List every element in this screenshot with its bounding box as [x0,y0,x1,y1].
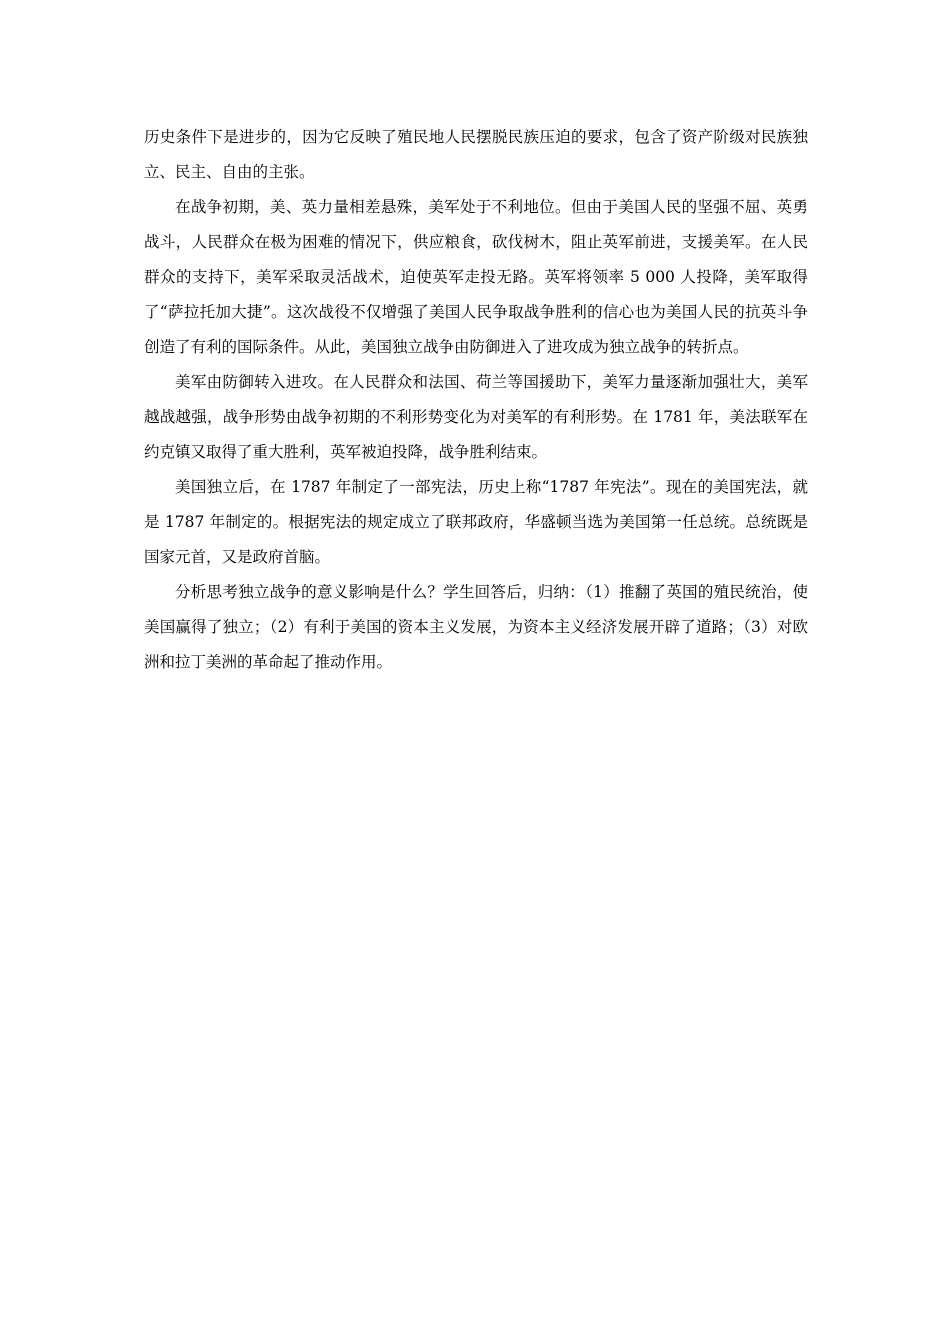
paragraph-5: 分析思考独立战争的意义影响是什么？学生回答后，归纳：（1）推翻了英国的殖民统治，使美国赢得了独立；（2）有利于美国的资本主义发展，为资本主义经济发展开辟了道路；（3）对欧洲和拉丁美洲的革命起了推动作用。 [144,583,808,671]
paragraph-1: 历史条件下是进步的，因为它反映了殖民地人民摆脱民族压迫的要求，包含了资产阶级对民族独立、民主、自由的主张。 [144,128,808,181]
paragraph-3: 美军由防御转入进攻。在人民群众和法国、荷兰等国援助下，美军力量逐渐加强壮大，美军越战越强，战争形势由战争初期的不利形势变化为对美军的有利形势。在 1781 年，美法联军在约克镇又取得了重大胜利，英军被迫投降，战争胜利结束。 [144,373,808,461]
paragraph-4: 美国独立后，在 1787 年制定了一部宪法，历史上称“1787 年宪法”。现在的美国宪法，就是 1787 年制定的。根据宪法的规定成立了联邦政府，华盛顿当选为美国第一任总统。总统既是国家元首，又是政府首脑。 [144,478,808,566]
paragraph-2: 在战争初期，美、英力量相差悬殊，美军处于不利地位。但由于美国人民的坚强不屈、英勇战斗，人民群众在极为困难的情况下，供应粮食，砍伐树木，阻止英军前进，支援美军。在人民群众的支持下，美军采取灵活战术，迫使英军走投无路。英军将领率 5 000 人投降，美军取得了“萨拉托加大捷”。这次战役不仅增强了美国人民争取战争胜利的信心也为美国人民的抗英斗争创造了有利的国际条件。从此，美国独立战争由防御进入了进攻成为独立战争的转折点。 [144,198,808,356]
document-body [144,120,808,680]
